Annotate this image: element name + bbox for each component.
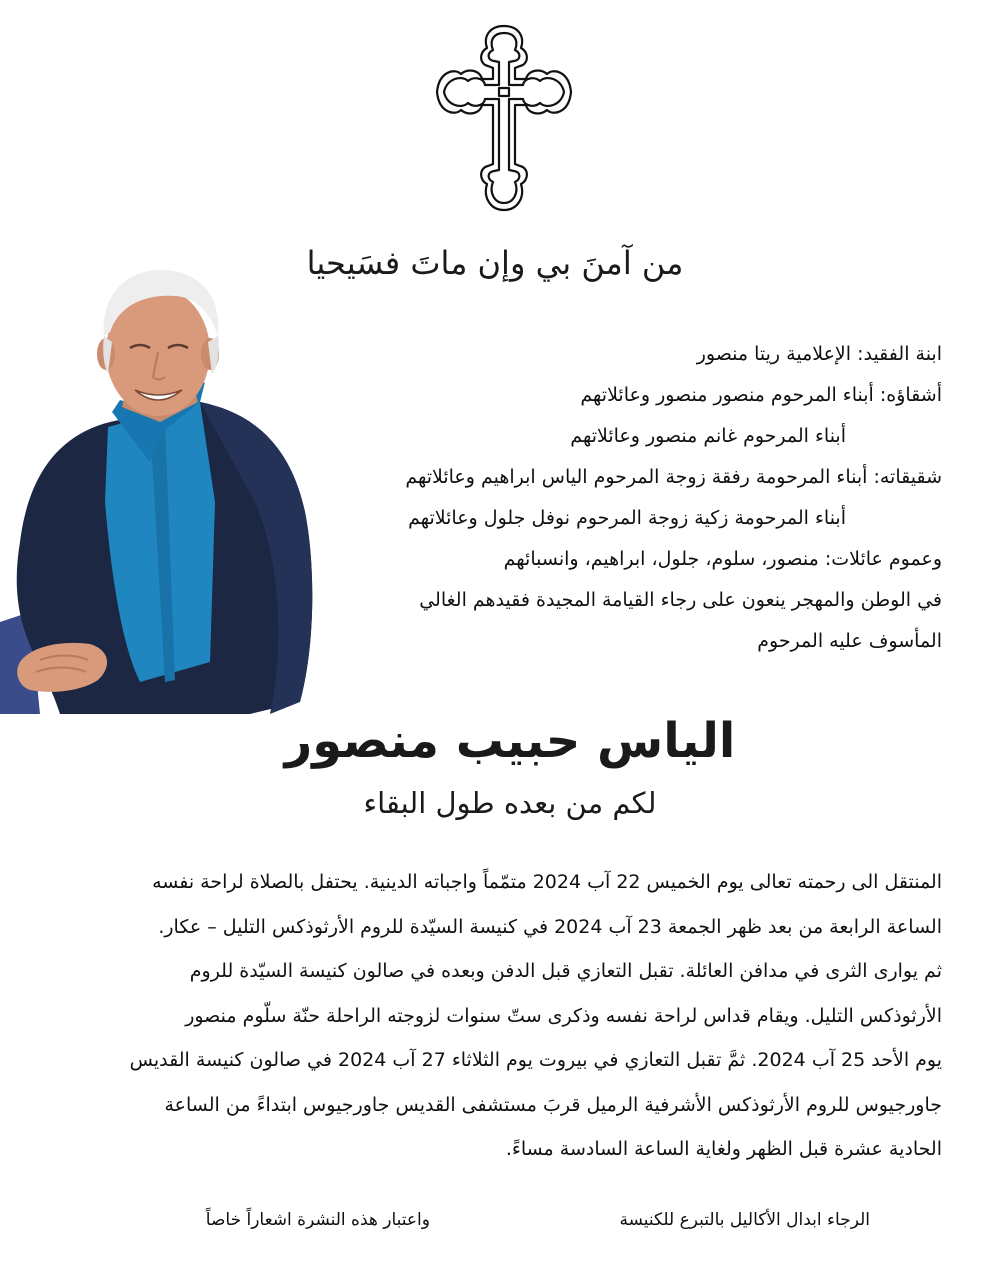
family-line: ابنة الفقيد: الإعلامية ريتا منصور: [696, 343, 942, 365]
condolence-line: لكم من بعده طول البقاء: [363, 786, 657, 820]
family-line: أشقاؤه: أبناء المرحوم منصور منصور وعائلاتهم: [580, 384, 942, 406]
funeral-details: [40, 860, 942, 1172]
family-list: [320, 334, 942, 662]
family-line: شقيقاته: أبناء المرحومة رفقة زوجة المرحوم الياس ابراهيم وعائلاتهم: [405, 466, 942, 488]
scripture-verse: من آمنَ بي وإن ماتَ فسَيحيا: [306, 244, 684, 282]
details-line: الحادية عشرة قبل الظهر ولغاية الساعة السادسة مساءً.: [505, 1138, 942, 1160]
details-line: جاورجيوس للروم الأرثوذكس الأشرفية الرميل قربَ مستشفى القديس جاورجيوس ابتداءً من الساعة: [164, 1093, 942, 1116]
footer-notice-note: واعتبار هذه النشرة اشعاراً خاصاً: [205, 1210, 430, 1230]
family-line: في الوطن والمهجر ينعون على رجاء القيامة المجيدة فقيدهم الغالي: [419, 589, 942, 611]
details-line: الساعة الرابعة من بعد ظهر الجمعة 23 آب 2024 في كنيسة السيّدة للروم الأرثوذكس التليل – عكار.: [158, 915, 942, 938]
cross-icon: [433, 22, 575, 214]
details-line: المنتقل الى رحمته تعالى يوم الخميس 22 آب 2024 متمّماً واجباته الدينية. يحتفل بالصلاة لراحة نفسه: [152, 871, 942, 893]
details-line: يوم الأحد 25 آب 2024. ثمَّ تقبل التعازي في بيروت يوم الثلاثاء 27 آب 2024 في صالون كنيسة القديس: [129, 1049, 942, 1071]
family-line: أبناء المرحومة زكية زوجة المرحوم نوفل جلول وعائلاتهم: [408, 507, 846, 529]
footer-donation-note: الرجاء ابدال الأكاليل بالتبرع للكنيسة: [619, 1210, 870, 1230]
portrait-photo: [0, 262, 318, 714]
deceased-name: الياس حبيب منصور: [284, 713, 736, 769]
family-line: أبناء المرحوم غانم منصور وعائلاتهم: [570, 425, 846, 447]
family-line: المأسوف عليه المرحوم: [757, 630, 942, 652]
details-line: الأرثوذكس التليل. ويقام قداس لراحة نفسه وذكرى ستّ سنوات لزوجته الراحلة حنّة سلّوم منصور: [185, 1004, 942, 1027]
details-line: ثم يوارى الثرى في مدافن العائلة. تقبل التعازي قبل الدفن وبعده في صالون كنيسة السيّدة للروم: [189, 960, 942, 982]
family-line: وعموم عائلات: منصور، سلوم، جلول، ابراهيم، وانسبائهم: [503, 548, 942, 570]
